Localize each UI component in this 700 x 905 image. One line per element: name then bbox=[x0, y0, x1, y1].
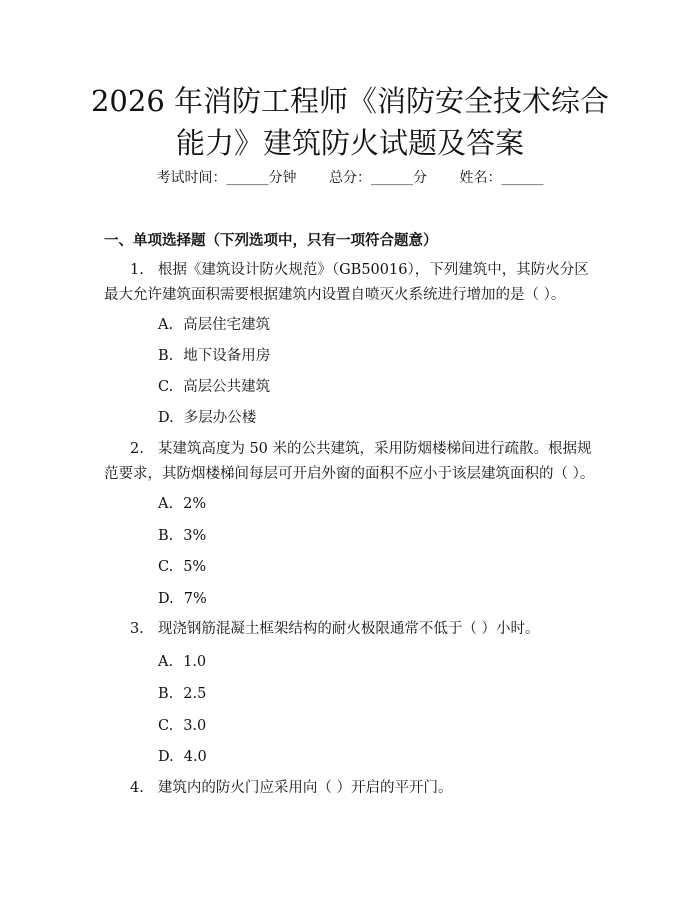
option-letter: A. bbox=[158, 317, 174, 333]
option-1d bbox=[158, 408, 256, 428]
option-3c bbox=[158, 716, 206, 736]
option-1a bbox=[158, 315, 270, 335]
question-text: 现浇钢筋混凝土框架结构的耐火极限通常不低于（ ）小时。 bbox=[157, 621, 540, 637]
option-text: 4.0 bbox=[183, 749, 207, 765]
option-text: 高层公共建筑 bbox=[183, 379, 271, 395]
question-1 bbox=[104, 258, 600, 308]
question-text: 某建筑高度为 50 米的公共建筑，采用防烟楼梯间进行疏散。根据规范要求，其防烟楼梯间每层可开启外窗的面积不应小于该层建筑面积的（ ）。 bbox=[104, 441, 595, 482]
option-letter: D. bbox=[158, 410, 174, 426]
option-text: 7% bbox=[183, 591, 207, 607]
question-number: 2. bbox=[130, 441, 144, 457]
question-number: 4. bbox=[130, 780, 144, 796]
option-2b bbox=[158, 526, 206, 546]
section-title: 一、单项选择题（下列选项中，只有一项符合题意） bbox=[104, 233, 438, 249]
question-4 bbox=[104, 776, 600, 801]
option-text: 1.0 bbox=[183, 654, 207, 670]
option-text: 多层办公楼 bbox=[183, 410, 257, 426]
option-letter: B. bbox=[158, 528, 174, 544]
option-letter: A. bbox=[158, 496, 174, 512]
option-text: 3% bbox=[183, 528, 207, 544]
question-text: 建筑内的防火门应采用向（ ）开启的平开门。 bbox=[157, 780, 453, 796]
total-score-label: 总分：______分 bbox=[329, 170, 427, 186]
option-2d bbox=[158, 589, 207, 609]
question-number: 3. bbox=[130, 621, 144, 637]
exam-meta bbox=[0, 168, 700, 188]
question-number: 1. bbox=[130, 262, 144, 278]
option-text: 3.0 bbox=[183, 718, 207, 734]
question-2 bbox=[104, 437, 600, 487]
option-letter: D. bbox=[158, 591, 174, 607]
option-letter: B. bbox=[158, 348, 174, 364]
option-3a bbox=[158, 652, 206, 672]
name-label: 姓名：______ bbox=[459, 170, 544, 186]
option-3b bbox=[158, 684, 206, 704]
option-2c bbox=[158, 557, 206, 577]
option-text: 2.5 bbox=[183, 686, 207, 702]
option-text: 2% bbox=[183, 496, 207, 512]
question-3 bbox=[104, 617, 600, 642]
option-letter: B. bbox=[158, 686, 174, 702]
question-text: 根据《建筑设计防火规范》（GB50016），下列建筑中，其防火分区最大允许建筑面积需要根据建筑内设置自喷灭火系统进行增加的是（ ）。 bbox=[104, 262, 589, 303]
option-text: 高层住宅建筑 bbox=[183, 317, 271, 333]
option-letter: A. bbox=[158, 654, 174, 670]
option-2a bbox=[158, 494, 206, 514]
option-3d bbox=[158, 747, 207, 767]
option-text: 地下设备用房 bbox=[183, 348, 271, 364]
option-letter: C. bbox=[158, 379, 174, 395]
option-letter: D. bbox=[158, 749, 174, 765]
document-title: 2026 年消防工程师《消防安全技术综合能力》建筑防火试题及答案 bbox=[90, 84, 610, 160]
option-text: 5% bbox=[183, 559, 207, 575]
exam-time-label: 考试时间：______分钟 bbox=[156, 170, 297, 186]
option-letter: C. bbox=[158, 559, 174, 575]
option-1c bbox=[158, 377, 270, 397]
option-letter: C. bbox=[158, 718, 174, 734]
option-1b bbox=[158, 346, 270, 366]
